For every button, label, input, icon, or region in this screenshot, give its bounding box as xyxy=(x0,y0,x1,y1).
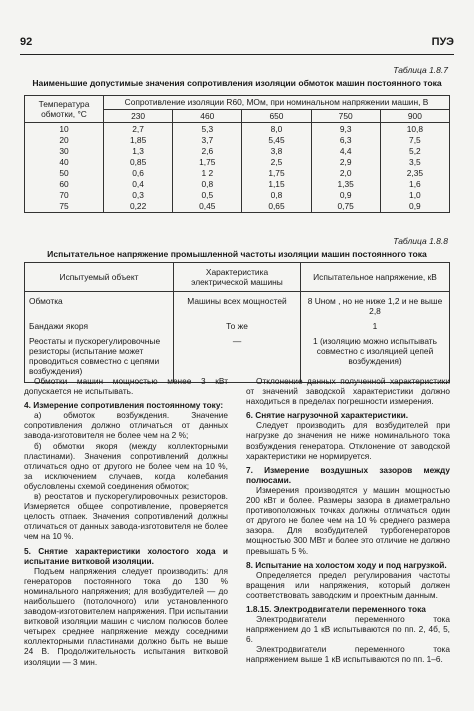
paragraph: Отклонение данных полученной характеристики от значений заводской характеристики должно находиться в пределах погрешности измерения. xyxy=(246,376,450,407)
voltage-column-header: 750 xyxy=(311,109,380,123)
resistance-cell: 8,0 xyxy=(242,123,311,136)
resistance-cell: 0,6 xyxy=(104,168,173,179)
resistance-cell: 0,4 xyxy=(104,179,173,190)
table2-label: Таблица 1.8.8 xyxy=(393,236,448,246)
resistance-cell: 0,3 xyxy=(104,190,173,201)
paragraph: Электродвигатели переменного тока напряжением выше 1 кВ испытываются по пп. 1–6. xyxy=(246,644,450,665)
table-row xyxy=(25,190,450,201)
characteristic-cell: То же xyxy=(174,318,301,333)
section-heading: 8. Испытание на холостом ходу и под нагрузкой. xyxy=(246,559,447,570)
voltage-cell: 1 xyxy=(301,318,450,333)
resistance-cell: 5,3 xyxy=(173,123,242,136)
table-row xyxy=(25,168,450,179)
page-header xyxy=(20,36,454,52)
temperature-cell: 75 xyxy=(25,201,104,213)
resistance-cell: 1,35 xyxy=(311,179,380,190)
section-heading: 1.8.15. Электродвигатели переменного тока xyxy=(246,603,426,614)
object-cell: Бандажи якоря xyxy=(25,318,174,333)
table-row xyxy=(25,318,450,333)
section-heading: 6. Снятие нагрузочной характеристики. xyxy=(246,410,409,421)
paragraph: Обмотки машин мощностью менее 3 кВт допускается не испытывать. xyxy=(24,376,228,397)
resistance-group-header: Сопротивление изоляции R60, МОм, при номинальном напряжении машин, В xyxy=(104,96,450,110)
voltage-column-header: 900 xyxy=(380,109,449,123)
paragraph: Следует производить для возбудителей при нагрузке до значения не ниже номинального тока возбуждения генератора. Отклонение от заводской характеристики не нормируется. xyxy=(246,420,450,461)
temperature-header: Температура обмотки, °С xyxy=(25,96,104,123)
paragraph: Определяется предел регулирования частоты вращения или напряжения, который должен соответствовать заводским и проектным данным. xyxy=(246,569,450,600)
resistance-cell: 2,7 xyxy=(104,123,173,136)
resistance-cell: 0,45 xyxy=(173,201,242,213)
resistance-cell: 0,65 xyxy=(242,201,311,213)
resistance-cell: 1,75 xyxy=(242,168,311,179)
temperature-cell: 40 xyxy=(25,157,104,168)
temperature-cell: 10 xyxy=(25,123,104,136)
table2-caption: Испытательное напряжение промышленной частоты изоляции машин постоянного тока xyxy=(47,249,427,259)
paragraph: б) обмотки якоря (между коллекторными пластинами). Значения сопротивлений должны отличаться одно от другого не более чем на 10 %, за исключением случаев, когда колебания обусловлены схемой соединения обмоток; xyxy=(24,440,228,491)
resistance-cell: 1,3 xyxy=(104,146,173,157)
table-row xyxy=(25,292,450,319)
temperature-cell: 30 xyxy=(25,146,104,157)
characteristic-cell: Машины всех мощностей xyxy=(174,292,301,319)
resistance-cell: 3,7 xyxy=(173,135,242,146)
resistance-cell: 4,4 xyxy=(311,146,380,157)
table-row xyxy=(25,123,450,136)
resistance-cell: 0,9 xyxy=(311,190,380,201)
page-number: 92 xyxy=(20,36,33,48)
insulation-resistance-table xyxy=(24,95,450,213)
resistance-cell: 5,2 xyxy=(380,146,449,157)
resistance-cell: 2,6 xyxy=(173,146,242,157)
table-row xyxy=(25,135,450,146)
temperature-cell: 60 xyxy=(25,179,104,190)
resistance-cell: 1,85 xyxy=(104,135,173,146)
object-header: Испытуемый объект xyxy=(25,263,174,292)
voltage-column-header: 460 xyxy=(173,109,242,123)
resistance-cell: 2,0 xyxy=(311,168,380,179)
resistance-cell: 9,3 xyxy=(311,123,380,136)
table-row xyxy=(25,157,450,168)
table-row xyxy=(25,201,450,213)
table1-label: Таблица 1.8.7 xyxy=(393,65,448,75)
voltage-header: Испытательное напряжение, кВ xyxy=(301,263,450,292)
temperature-cell: 50 xyxy=(25,168,104,179)
resistance-cell: 5,45 xyxy=(242,135,311,146)
running-title: ПУЭ xyxy=(431,36,454,48)
section-heading: 5. Снятие характеристики холостого хода и испытание витковой изоляции. xyxy=(24,545,228,566)
table-row xyxy=(25,179,450,190)
resistance-cell: 1,0 xyxy=(380,190,449,201)
right-column xyxy=(246,376,450,665)
resistance-cell: 0,5 xyxy=(173,190,242,201)
paragraph: в) реостатов и пускорегулировочных резисторов. Измеряется общее сопротивление, проверяется целость отпаек. Значения сопротивлений должны отличаться от данных завода-изготовителя не более чем на 10 %. xyxy=(24,491,228,542)
resistance-cell: 2,35 xyxy=(380,168,449,179)
header-rule xyxy=(20,54,454,55)
resistance-cell: 0,85 xyxy=(104,157,173,168)
left-column xyxy=(24,376,228,667)
section-heading: 7. Измерение воздушных зазоров между полюсами. xyxy=(246,464,450,485)
table1-caption: Наименьшие допустимые значения сопротивления изоляции обмоток машин постоянного тока xyxy=(32,78,442,88)
object-cell: Реостаты и пускорегулировочные резисторы (испытание может проводиться совместно с цепями возбуждения) xyxy=(25,333,174,383)
resistance-cell: 6,3 xyxy=(311,135,380,146)
paragraph: Электродвигатели переменного тока напряжением до 1 кВ испытываются по пп. 2, 4б, 5, 6. xyxy=(246,614,450,645)
resistance-cell: 7,5 xyxy=(380,135,449,146)
temperature-cell: 70 xyxy=(25,190,104,201)
resistance-cell: 0,9 xyxy=(380,201,449,213)
resistance-cell: 1 2 xyxy=(173,168,242,179)
paragraph: а) обмоток возбуждения. Значение сопротивления должно отличаться от данных завода-изготовителя не более чем на 2 %; xyxy=(24,410,228,441)
voltage-cell: 8 Uном , но не ниже 1,2 и не выше 2,8 xyxy=(301,292,450,319)
resistance-cell: 3,5 xyxy=(380,157,449,168)
resistance-cell: 2,9 xyxy=(311,157,380,168)
object-cell: Обмотка xyxy=(25,292,174,319)
table-row xyxy=(25,146,450,157)
paragraph: Измерения производятся у машин мощностью 200 кВт и более. Размеры зазора в диаметрально противоположных точках должны отличаться один от другого не более чем на 10 % среднего размера зазора. Для возбудителей турбогенераторов мощностью 300 МВт и более это отличие не должно превышать 5 %. xyxy=(246,484,450,556)
resistance-cell: 0,75 xyxy=(311,201,380,213)
resistance-cell: 0,8 xyxy=(242,190,311,201)
temperature-cell: 20 xyxy=(25,135,104,146)
section-heading: 4. Измерение сопротивления постоянному току: xyxy=(24,400,224,411)
resistance-cell: 1,6 xyxy=(380,179,449,190)
resistance-cell: 1,15 xyxy=(242,179,311,190)
resistance-cell: 3,8 xyxy=(242,146,311,157)
resistance-cell: 2,5 xyxy=(242,157,311,168)
resistance-cell: 0,8 xyxy=(173,179,242,190)
characteristic-cell: — xyxy=(174,333,301,383)
voltage-column-header: 230 xyxy=(104,109,173,123)
resistance-cell: 10,8 xyxy=(380,123,449,136)
characteristic-header: Характеристика электрической машины xyxy=(174,263,301,292)
resistance-cell: 0,22 xyxy=(104,201,173,213)
test-voltage-table xyxy=(24,262,450,383)
voltage-column-header: 650 xyxy=(242,109,311,123)
paragraph: Подъем напряжения следует производить: для генераторов постоянного тока до 130 % номинального напряжения; для возбудителей — до наибольшего (потолочного) или установленного заводом-изготовителем напряжения. При испытании витковой изоляции машин с числом полюсов более четырех среднее напряжение между соседними коллекторными пластинами должно быть не выше 24 В. Продолжительность испытания витковой изоляции — 3 мин. xyxy=(24,565,228,667)
resistance-cell: 1,75 xyxy=(173,157,242,168)
voltage-cell: 1 (изоляцию можно испытывать совместно с изоляцией цепей возбуждения) xyxy=(301,333,450,383)
